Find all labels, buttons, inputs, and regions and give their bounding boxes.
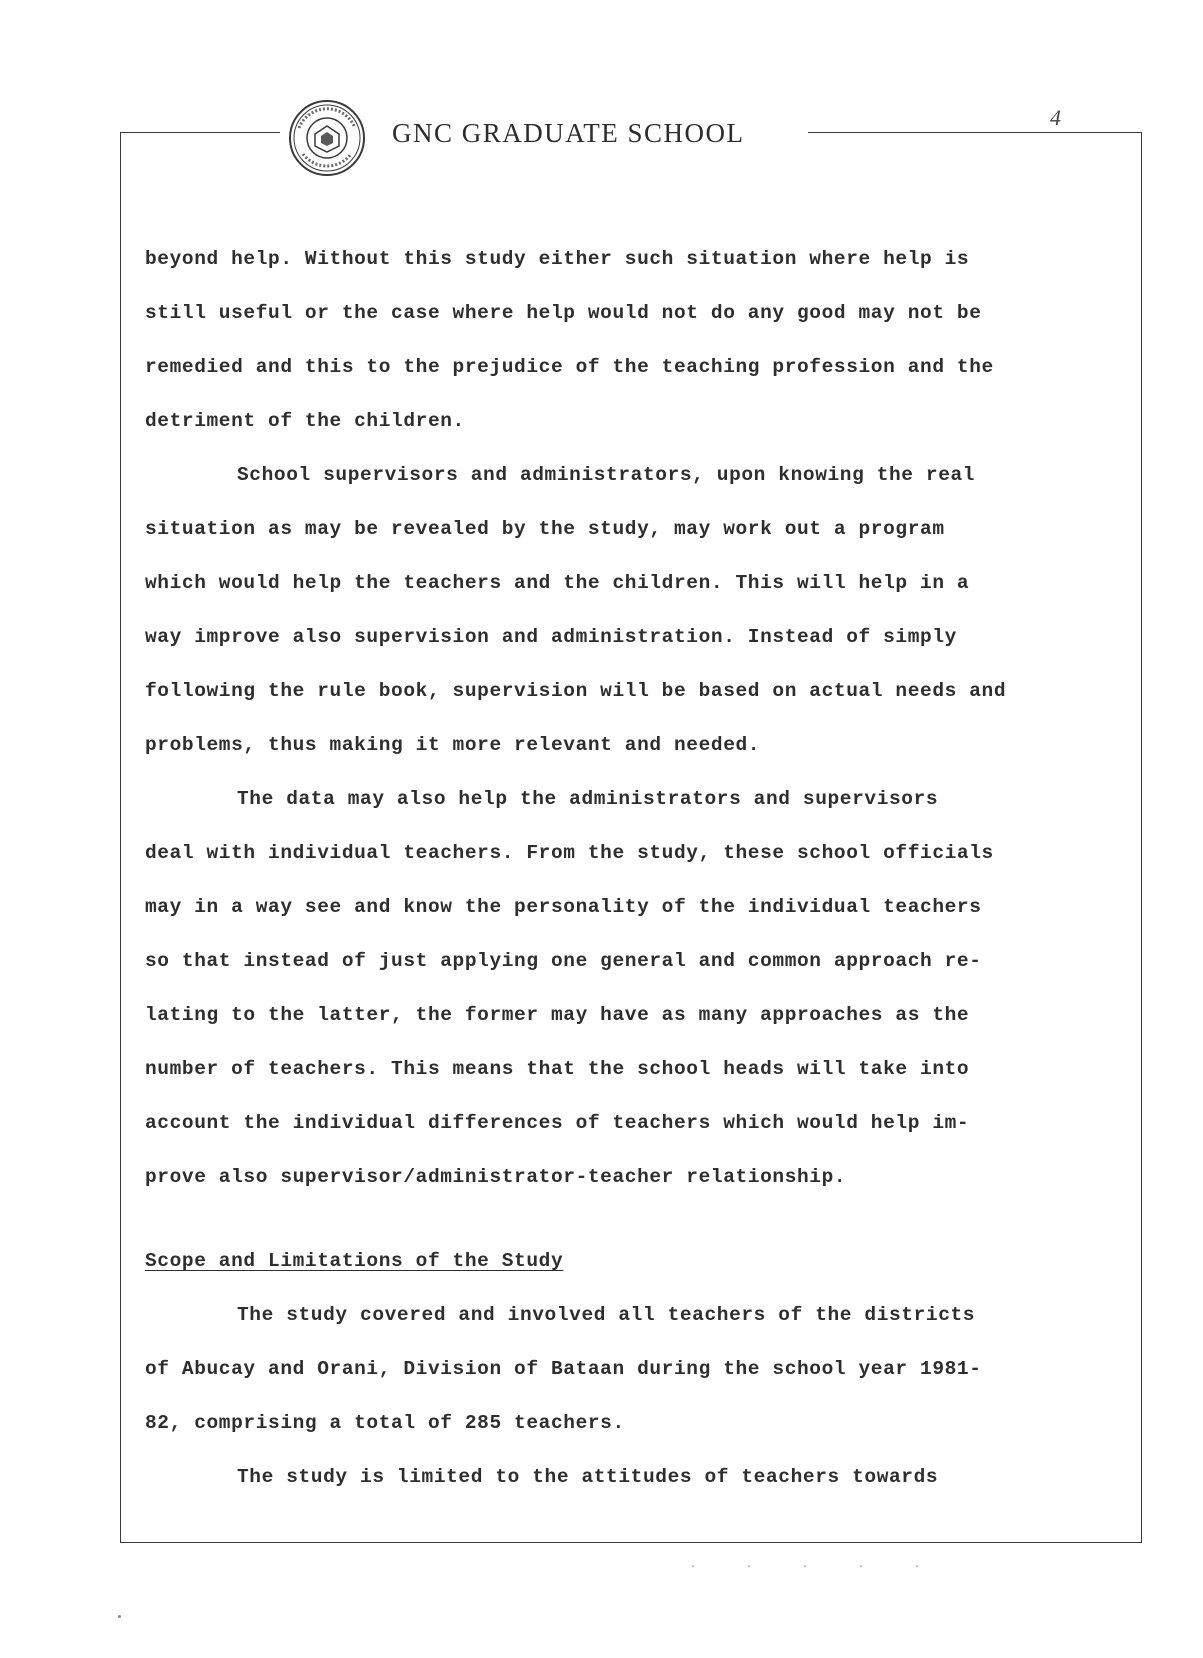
text-line: still useful or the case where help would not do any good may not be bbox=[145, 302, 982, 324]
page-number: 4 bbox=[1050, 105, 1061, 130]
text-line: account the individual differences of teachers which would help im- bbox=[145, 1112, 970, 1134]
text-line: detriment of the children. bbox=[145, 410, 465, 432]
text-line: of Abucay and Orani, Division of Bataan during the school year 1981- bbox=[145, 1358, 982, 1380]
text-line: following the rule book, supervision will be based on actual needs and bbox=[145, 680, 1007, 702]
text-line: beyond help. Without this study either such situation where help is bbox=[145, 248, 970, 270]
scan-artifact-mark bbox=[118, 1615, 121, 1618]
text-line: situation as may be revealed by the study, may work out a program bbox=[145, 518, 945, 540]
text-line: may in a way see and know the personality of the individual teachers bbox=[145, 896, 982, 918]
text-line: 82, comprising a total of 285 teachers. bbox=[145, 1412, 625, 1434]
text-line: which would help the teachers and the children. This will help in a bbox=[145, 572, 970, 594]
section-gap bbox=[145, 1204, 1130, 1234]
paragraph-start: The data may also help the administrators and supervisors bbox=[237, 788, 939, 810]
text-line: problems, thus making it more relevant and needed. bbox=[145, 734, 761, 756]
text-line: way improve also supervision and administration. Instead of simply bbox=[145, 626, 957, 648]
body-text bbox=[145, 232, 1130, 1504]
scan-artifact-dots: · · · · · bbox=[690, 1562, 943, 1573]
paragraph-start: The study covered and involved all teachers of the districts bbox=[237, 1304, 976, 1326]
paragraph-start: School supervisors and administrators, upon knowing the real bbox=[237, 464, 976, 486]
text-line: so that instead of just applying one general and common approach re- bbox=[145, 950, 982, 972]
text-line: lating to the latter, the former may have as many approaches as the bbox=[145, 1004, 970, 1026]
section-heading: Scope and Limitations of the Study bbox=[145, 1250, 564, 1272]
text-line: deal with individual teachers. From the study, these school officials bbox=[145, 842, 994, 864]
header-title: GNC GRADUATE SCHOOL bbox=[392, 118, 745, 148]
text-line: remedied and this to the prejudice of the teaching profession and the bbox=[145, 356, 994, 378]
text-line: number of teachers. This means that the school heads will take into bbox=[145, 1058, 970, 1080]
paragraph-start: The study is limited to the attitudes of teachers towards bbox=[237, 1466, 939, 1488]
text-line: prove also supervisor/administrator-teacher relationship. bbox=[145, 1166, 847, 1188]
